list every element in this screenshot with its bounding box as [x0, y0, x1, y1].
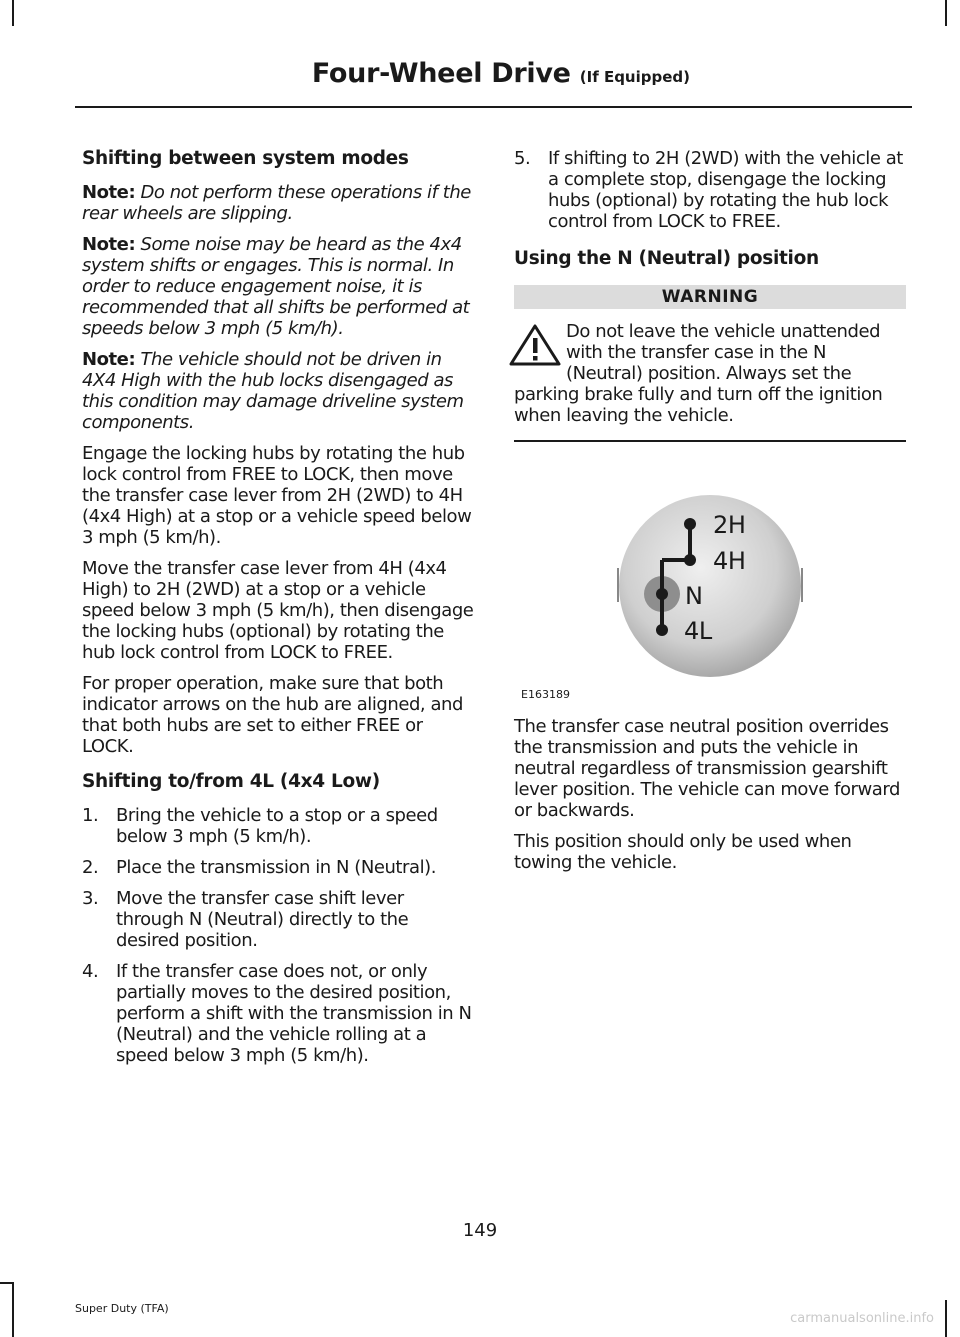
crop-mark-top-right	[945, 0, 947, 26]
right-column	[514, 148, 906, 883]
step-number: 5.	[514, 148, 531, 169]
crop-mark-bottom-left	[12, 1282, 14, 1337]
note-label: Note:	[82, 349, 136, 370]
page-header	[312, 58, 690, 89]
list-item	[514, 148, 906, 232]
note-3	[82, 349, 474, 433]
paragraph-towing: This position should only be used when towing the vehicle.	[514, 831, 852, 873]
crop-mark-bottom-right	[945, 1300, 947, 1337]
step-text: Move the transfer case shift lever through N (Neutral) directly to the desired position.	[116, 888, 409, 951]
step-number: 1.	[82, 805, 99, 826]
step-text: If the transfer case does not, or only partially moves to the desired position, perform a shift with the transmission in N (Neutral) and the vehicle rolling at a speed below 3 mph (5 km/h).	[116, 961, 472, 1066]
paragraph-move-lever: Move the transfer case lever from 4H (4x4 High) to 2H (2WD) at a stop or a vehicle speed below 3 mph (5 km/h), then disengage the locking hubs (optional) by rotating the hub lock control from LOCK to FREE.	[82, 558, 474, 663]
warning-text: Do not leave the vehicle unattended with the transfer case in the N (Neutral) position. Always set the parking brake fully and turn off the ignition when leaving the vehicle.	[514, 321, 883, 426]
position-dot-4l	[656, 624, 668, 636]
note-text: Do not perform these operations if the rear wheels are slipping.	[82, 182, 471, 224]
position-dot-4h	[684, 554, 696, 566]
shift-pattern-diagram	[514, 442, 906, 702]
dial-background	[618, 495, 802, 677]
header-title: Four-Wheel Drive	[311, 58, 571, 89]
note-text: The vehicle should not be driven in 4X4 High with the hub locks disengaged as this condition may damage driveline system components.	[82, 349, 464, 433]
figure-id: E163189	[521, 688, 570, 701]
step-number: 4.	[82, 961, 99, 982]
position-dot-n	[656, 588, 668, 600]
step-text: Place the transmission in N (Neutral).	[116, 857, 436, 878]
paragraph-engage-hubs: Engage the locking hubs by rotating the hub lock control from FREE to LOCK, then move the transfer case lever from 2H (2WD) to 4H (4x4 High) at a stop or a vehicle speed below 3 mph (5 km/h).	[82, 443, 472, 548]
crop-mark-top-left	[12, 0, 14, 26]
label-2h: 2H	[713, 511, 746, 539]
warning-title: WARNING	[514, 285, 906, 309]
list-item	[82, 888, 474, 951]
steps-list	[82, 805, 474, 1066]
note-text: Some noise may be heard as the 4x4 system shifts or engages. This is normal. In order to reduce engagement noise, it is recommended that all shifts be performed at speeds below 3 mph (5 km/h).	[82, 234, 470, 339]
warning-triangle-icon	[508, 323, 562, 367]
note-2	[82, 234, 474, 339]
note-1	[82, 182, 474, 224]
label-4l: 4L	[684, 617, 712, 645]
page-number: 149	[462, 1220, 498, 1241]
warning-box	[514, 321, 906, 442]
header-subtitle: (If Equipped)	[579, 68, 690, 86]
list-item	[82, 805, 474, 847]
left-column	[82, 148, 474, 1076]
step-text: Bring the vehicle to a stop or a speed below 3 mph (5 km/h).	[116, 805, 438, 847]
paragraph-proper-operation: For proper operation, make sure that both indicator arrows on the hub are aligned, and that both hubs are set to either FREE or LOCK.	[82, 673, 463, 757]
heading-shifting-4l: Shifting to/from 4L (4x4 Low)	[82, 771, 380, 792]
heading-shifting-modes: Shifting between system modes	[82, 148, 409, 169]
note-label: Note:	[82, 234, 136, 255]
paragraph-neutral-overrides: The transfer case neutral position overrides the transmission and puts the vehicle in neutral regardless of transmission gearshift lever position. The vehicle can move forward or backwards.	[514, 716, 900, 821]
list-item	[82, 857, 474, 878]
list-item	[82, 961, 474, 1066]
shift-pattern-graphic	[514, 442, 906, 702]
step-text: If shifting to 2H (2WD) with the vehicle at a complete stop, disengage the locking hubs (optional) by rotating the hub lock control from LOCK to FREE.	[548, 148, 903, 232]
footer-model: Super Duty (TFA)	[75, 1302, 169, 1315]
label-4h: 4H	[713, 547, 746, 575]
heading-neutral: Using the N (Neutral) position	[514, 248, 819, 269]
label-n: N	[685, 582, 703, 610]
step-number: 3.	[82, 888, 99, 909]
position-dot-2h	[684, 518, 696, 530]
header-rule	[75, 106, 912, 108]
note-label: Note:	[82, 182, 136, 203]
watermark: carmanualsonline.info	[790, 1311, 934, 1326]
crop-mark-bottom-left-h	[0, 1282, 14, 1284]
step-number: 2.	[82, 857, 99, 878]
